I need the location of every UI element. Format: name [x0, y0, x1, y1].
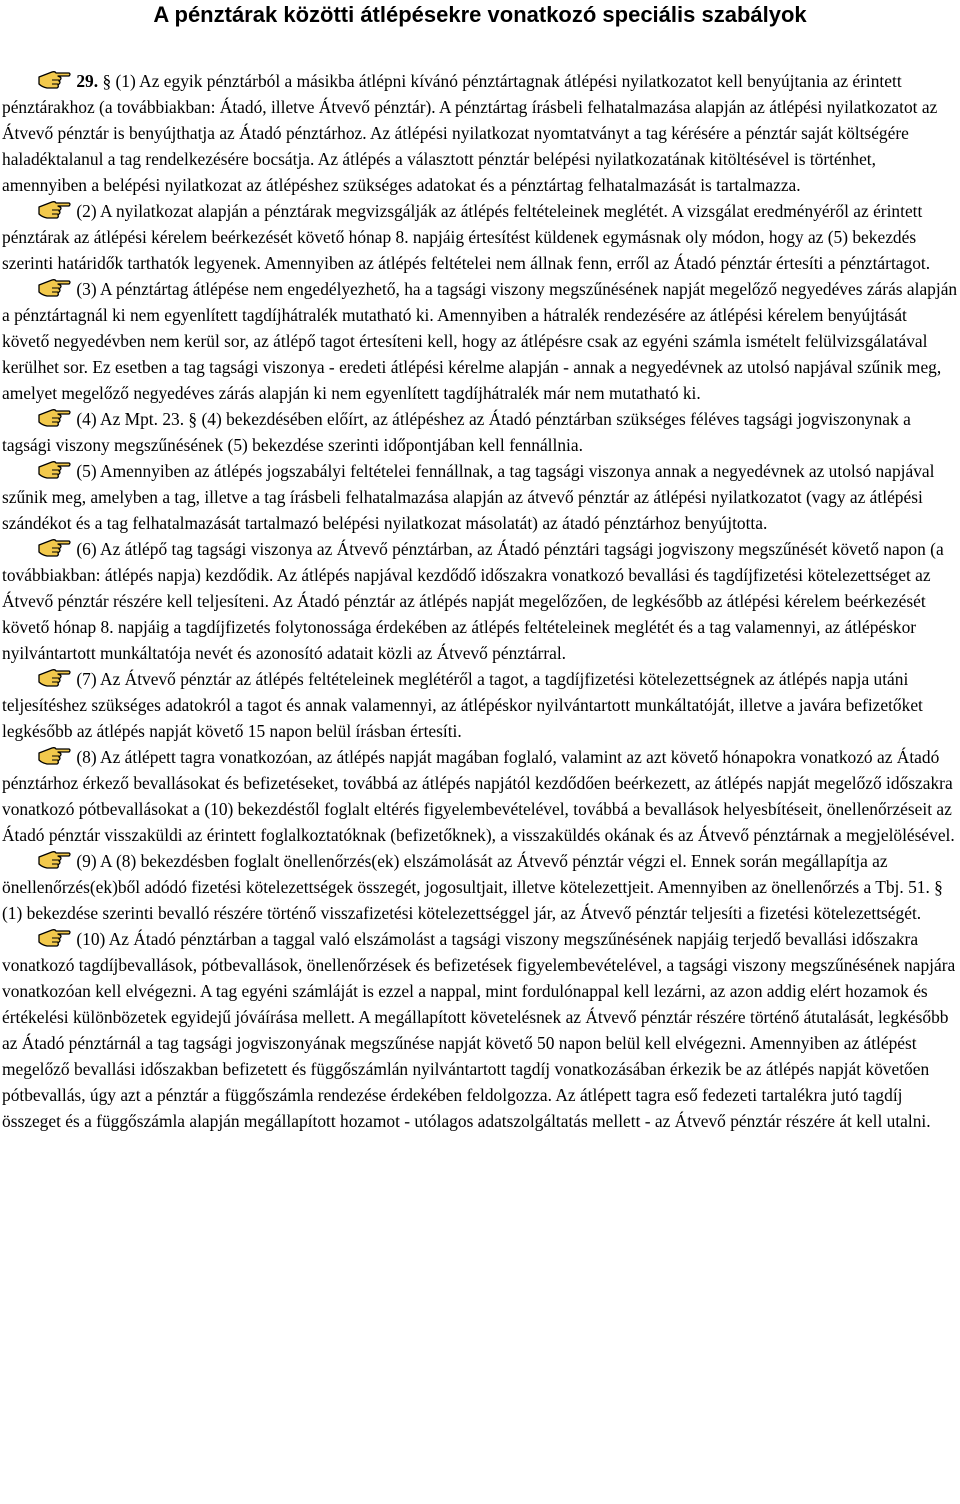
paragraph-text: (9) A (8) bekezdésben foglalt önellenőrzés(ek) elszámolását az Átvevő pénztár végzi el. Ennek során megállapítja az önellenőrzés(ek)ből adódó fizetési kötelezettségek összegét, jogosultjait, illetve kötelezettjeit. Amennyiben az önellenőrzés a Tbj. 51. § (1) bekezdése szerinti bevalló részére történő visszafizetési kötelezettséggel jár, az Átvevő pénztár teljesíti a fizetési kötelezettségét. — [2, 851, 943, 923]
paragraph — [2, 458, 958, 536]
paragraph-text: (4) Az Mpt. 23. § (4) bekezdésében előírt, az átlépéshez az Átadó pénztárban szükséges féléves tagsági jogviszonynak a tagsági viszony megszűnésének (5) bekezdése szerinti időpontjában kell fennállnia. — [2, 409, 911, 455]
pointing-hand-icon — [38, 927, 72, 947]
paragraph-text: § (1) Az egyik pénztárból a másikba átlépni kívánó pénztártagnak átlépési nyilatkozatot kell benyújtania az érintett pénztárakhoz (a továbbiakban: Átadó, illetve Átvevő pénztár). A pénztártag írásbeli felhatalmazása alapján az átlépési nyilatkozatot az Átvevő pénztár is benyújthatja az Átadó pénztárhoz. Az átlépési nyilatkozat nyomtatványt a tag kérésére a pénztár saját költségére haladéktalanul a tag rendelkezésére bocsátja. Az átlépés a választott pénztár belépési nyilatkozatának kitöltésével is történhet, amennyiben a belépési nyilatkozat az átlépéshez szükséges adatokat és a pénztártag felhatalmazását is tartalmazza. — [2, 71, 938, 195]
pointing-hand-icon — [38, 199, 72, 219]
pointing-hand-icon — [38, 407, 72, 427]
paragraph-text: (3) A pénztártag átlépése nem engedélyezhető, ha a tagsági viszony megszűnésének napját megelőző negyedéves zárás alapján a pénztártagnál ki nem egyenlített tagdíjhátralék mutatható ki. Amennyiben a hátralék rendezésére az átlépési kérelem benyújtását követő negyedévben nem kerül sor, az átlépő tagot értesíteni kell, hogy az átlépésre csak az egyéni számla ismételt felülvizsgálatával kerülhet sor. Ez esetben a tag tagsági viszonya - eredeti átlépési kérelme alapján - annak a negyedévnek az utolsó napjával szűnik meg, amelyet megelőző negyedéves zárás alapján ki nem egyenlített tagdíjhátralék már nem mutatható ki. — [2, 279, 958, 403]
paragraph — [2, 666, 958, 744]
pointing-hand-icon — [38, 277, 72, 297]
paragraph — [2, 198, 958, 276]
section-number: 29. — [76, 71, 99, 91]
paragraph — [2, 536, 958, 666]
paragraph-text: (10) Az Átadó pénztárban a taggal való elszámolást a tagsági viszony megszűnésének napjáig terjedő bevallási időszakra vonatkozó tagdíjbevallások, pótbevallások, önellenőrzések és befizetések figyelembevételével, a tagsági viszony megszűnésének napjára vonatkozóan kell elvégezni. A tag egyéni számláját is ezzel a nappal, mint fordulónappal kell lezárni, az azon addig elért hozamok és értékelési különbözetek egyidejű jóváírása mellett. A megállapított követelésnek az Átvevő pénztár részére történő átutalását, legkésőbb az Átadó pénztárnál a tag tagsági jogviszonyának megszűnése napját követő 50 napon belül kell elvégezni. Amennyiben az átlépést megelőző bevallási időszakban befizetett és függőszámlán nyilvántartott tagdíj vonatkozásában érkezik be az átlépés napját követően pótbevallás, úgy azt a pénztár a függőszámla rendezése érdekében feldolgozza. Az átlépett tagra eső fedezeti tartalékra jutó tagdíj összeget és a függőszámla alapján megállapított hozamot - utólagos adatszolgáltatás mellett - az Átvevő pénztár részére át kell utalni. — [2, 929, 956, 1131]
pointing-hand-icon — [38, 667, 72, 687]
paragraph-text: (2) A nyilatkozat alapján a pénztárak megvizsgálják az átlépés feltételeinek meglétét. A vizsgálat eredményéről az érintett pénztárak az átlépési kérelem beérkezését követő hónap 8. napjáig értesítést küldenek egymásnak oly módon, hogy az (5) bekezdés szerinti határidők tarthatók legyenek. Amennyiben az átlépés feltételei nem állnak fenn, erről az Átadó pénztár értesíti a pénztártagot. — [2, 201, 931, 273]
paragraph-text: (8) Az átlépett tagra vonatkozóan, az átlépés napját magában foglaló, valamint az azt követő hónapokra vonatkozó az Átadó pénztárhoz érkező bevallásokat és befizetéseket, továbbá az átlépés napjától kezdődően beérkezett, az átlépés napját megelőző időszakra vonatkozó pótbevallásokat a (10) bekezdéstől foglalt eltérés figyelembevételével, továbbá a bevallások helyesbítéseit, önellenőrzéseit az Átadó pénztár visszaküldi az érintett foglalkoztatóknak (befizetőknek), a visszaküldés okának és az Átvevő pénztárnak a megjelölésével. — [2, 747, 955, 845]
pointing-hand-icon — [38, 537, 72, 557]
pointing-hand-icon — [38, 745, 72, 765]
pointing-hand-icon — [38, 849, 72, 869]
paragraph-text: (5) Amennyiben az átlépés jogszabályi feltételei fennállnak, a tag tagsági viszonya annak a negyedévnek az utolsó napjával szűnik meg, amelyben a tag, illetve a tag írásbeli felhatalmazása alapján az átvevő pénztár az átlépési nyilatkozatot (vagy az átlépési szándékot és a tag felhatalmazását tartalmazó belépési nyilatkozat másolatát) az átadó pénztárhoz benyújtotta. — [2, 461, 935, 533]
paragraph — [2, 276, 958, 406]
page-title: A pénztárak közötti átlépésekre vonatkozó speciális szabályok — [153, 2, 807, 27]
paragraph — [2, 926, 958, 1134]
paragraph — [2, 744, 958, 848]
paragraph — [2, 406, 958, 458]
pointing-hand-icon — [38, 69, 72, 89]
paragraph-list — [2, 68, 958, 1134]
paragraph — [2, 68, 958, 198]
paragraph — [2, 848, 958, 926]
paragraph-text: (6) Az átlépő tag tagsági viszonya az Átvevő pénztárban, az Átadó pénztári tagsági jogviszony megszűnését követő napon (a továbbiakban: átlépés napja) kezdődik. Az átlépés napjával kezdődő időszakra vonatkozó bevallási és tagdíjfizetési kötelezettséget az Átvevő pénztár részére kell teljesíteni. Az Átadó pénztár az átlépés napját megelőzően, de legkésőbb az átlépési kérelem beérkezését követő hónap 8. napjáig a tagdíjfizetés folytonossága érdekében az átlépés feltételeinek meglétét és a tag valamennyi, az átlépéskor nyilvántartott munkáltatója nevét és azonosító adatait közli az Átvevő pénztárral. — [2, 539, 944, 663]
pointing-hand-icon — [38, 459, 72, 479]
paragraph-text: (7) Az Átvevő pénztár az átlépés feltételeinek meglétéről a tagot, a tagdíjfizetési kötelezettségnek az átlépés napja utáni teljesítéshez szükséges adatokról a tagot és annak valamennyi, az átlépéskor nyilvántartott munkáltatóját, illetve a javára befizetőket legkésőbb az átlépés napját követő 15 napon belül írásban értesíti. — [2, 669, 923, 741]
